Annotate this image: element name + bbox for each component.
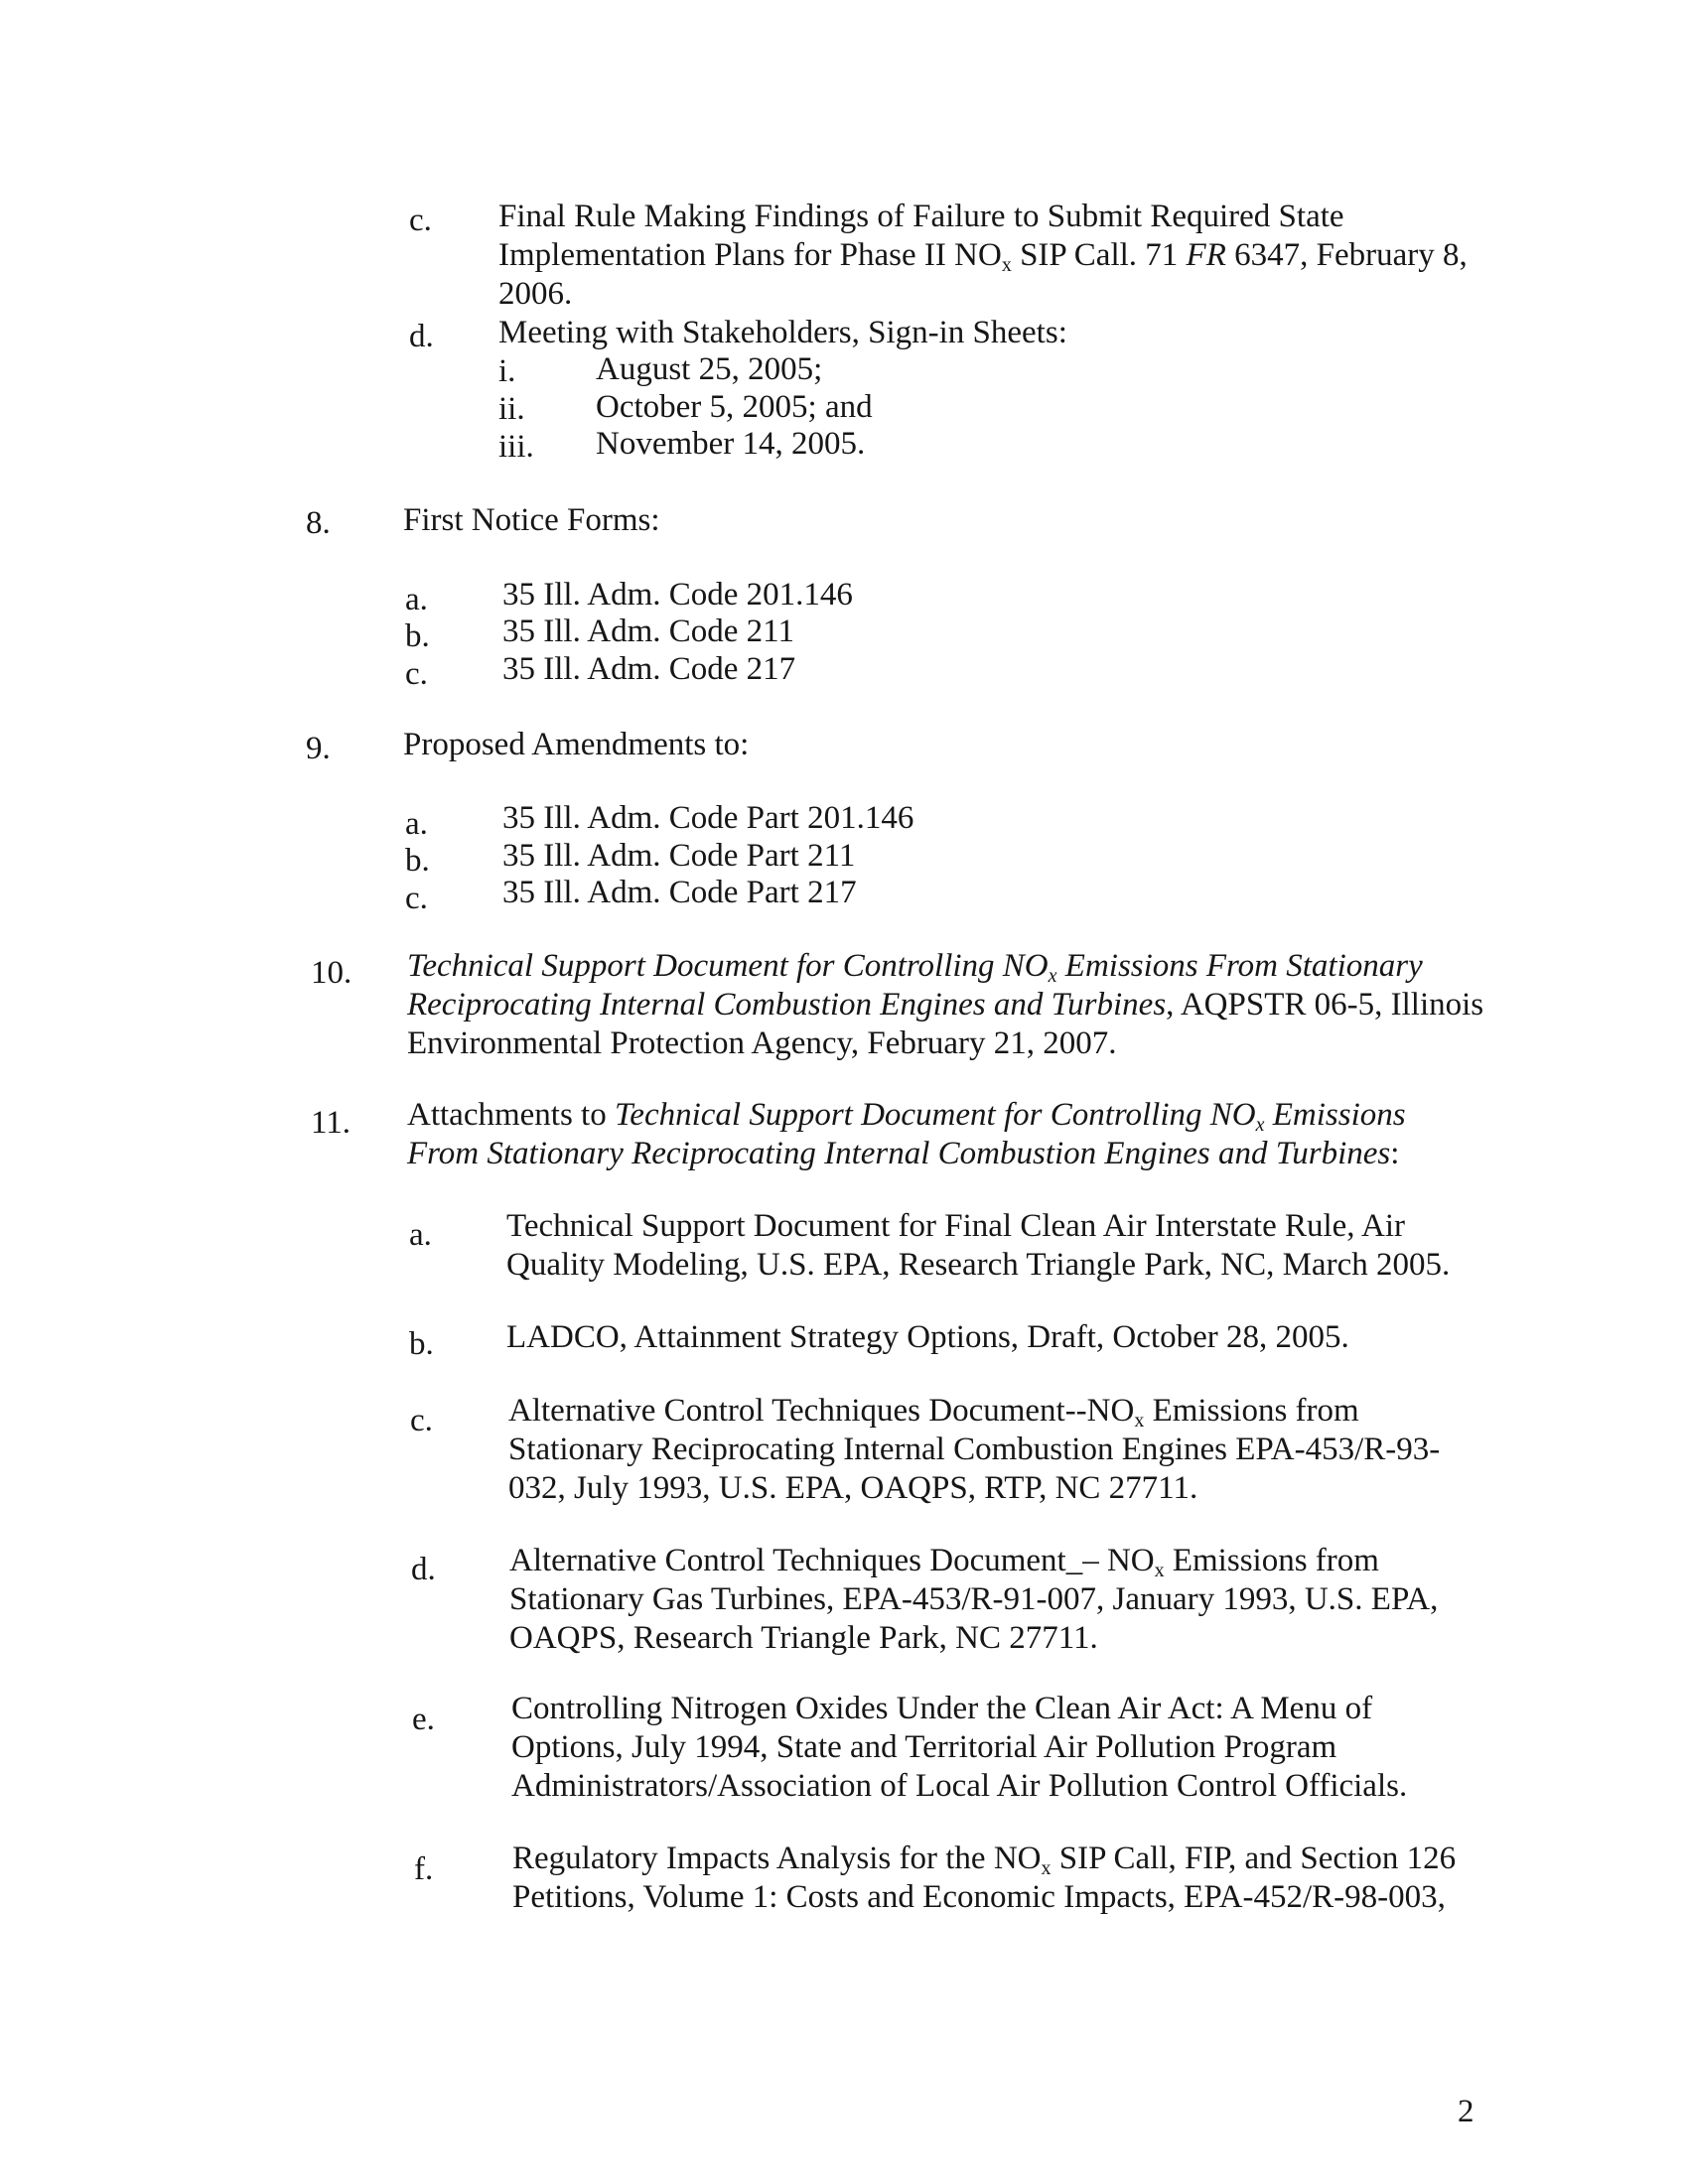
- item-8b-marker: b.: [405, 618, 430, 654]
- item-10-line2: Reciprocating Internal Combustion Engines and Turbines, AQPSTR 06-5, Illinois: [407, 987, 1484, 1023]
- item-11c-line3: 032, July 1993, U.S. EPA, OAQPS, RTP, NC 27711.: [508, 1470, 1198, 1506]
- item-8a-marker: a.: [405, 582, 428, 617]
- item-11c-line2: Stationary Reciprocating Internal Combustion Engines EPA-453/R-93-: [508, 1432, 1441, 1467]
- item-7d-text: Meeting with Stakeholders, Sign-in Sheets:: [498, 315, 1067, 350]
- item-9b-marker: b.: [405, 843, 430, 879]
- item-10-line3: Environmental Protection Agency, February 21, 2007.: [407, 1025, 1117, 1061]
- item-7d-ii-marker: ii.: [498, 391, 525, 427]
- item-11-line1: Attachments to Technical Support Document for Controlling $NO_x$ Emissions: [407, 1097, 1406, 1136]
- item-7c-line1: Final Rule Making Findings of Failure to Submit Required State: [498, 199, 1344, 234]
- item-11-number: 11.: [311, 1105, 351, 1141]
- item-7d-iii-text: November 14, 2005.: [596, 426, 866, 462]
- item-11-line2: From Stationary Reciprocating Internal Combustion Engines and Turbines:: [407, 1136, 1400, 1171]
- item-7c-line2: Implementation Plans for Phase II $NO_x$ SIP Call. 71 FR 6347, February 8,: [498, 237, 1468, 276]
- item-9-heading: Proposed Amendments to:: [403, 727, 750, 762]
- item-7d-ii-text: October 5, 2005; and: [596, 389, 873, 425]
- item-11a-line1: Technical Support Document for Final Clean Air Interstate Rule, Air: [506, 1208, 1405, 1244]
- item-8-heading: First Notice Forms:: [403, 502, 660, 538]
- item-11f-marker: f.: [414, 1851, 434, 1887]
- item-11e-line3: Administrators/Association of Local Air Pollution Control Officials.: [511, 1768, 1408, 1804]
- item-11c-marker: c.: [410, 1403, 433, 1438]
- item-8b-text: 35 Ill. Adm. Code 211: [502, 614, 794, 649]
- item-7c-text: [498, 198, 1468, 314]
- item-11a-marker: a.: [409, 1217, 432, 1253]
- item-10-number: 10.: [311, 955, 352, 991]
- item-11d-text: [509, 1542, 1438, 1658]
- item-7d-marker: d.: [409, 319, 434, 354]
- item-11d-line1: Alternative Control Techniques Document_– $NO_x$ Emissions from: [509, 1543, 1379, 1581]
- item-7d-i-text: August 25, 2005;: [596, 351, 823, 387]
- item-7d-iii-marker: iii.: [498, 429, 534, 465]
- item-11f-line2: Petitions, Volume 1: Costs and Economic Impacts, EPA-452/R-98-003,: [512, 1879, 1446, 1915]
- item-11d-line3: OAQPS, Research Triangle Park, NC 27711.: [509, 1620, 1098, 1656]
- item-11e-text: [511, 1690, 1407, 1806]
- item-11a-text: [506, 1207, 1450, 1285]
- item-11e-marker: e.: [412, 1702, 435, 1737]
- item-8c-marker: c.: [405, 656, 428, 692]
- item-8a-text: 35 Ill. Adm. Code 201.146: [502, 577, 853, 613]
- item-10-line1: Technical Support Document for Controlling $NO_x$ Emissions From Stationary: [407, 948, 1423, 987]
- item-9-number: 9.: [306, 731, 331, 766]
- item-9a-text: 35 Ill. Adm. Code Part 201.146: [502, 800, 914, 836]
- item-9c-marker: c.: [405, 881, 428, 916]
- item-11d-marker: d.: [411, 1552, 436, 1587]
- item-11b-marker: b.: [409, 1326, 434, 1362]
- item-11d-line2: Stationary Gas Turbines, EPA-453/R-91-007, January 1993, U.S. EPA,: [509, 1581, 1439, 1617]
- item-7c-marker: c.: [409, 203, 432, 238]
- item-7c-line3: 2006.: [498, 276, 573, 312]
- item-11f-text: [512, 1840, 1456, 1917]
- item-10-text: [407, 947, 1483, 1063]
- item-9c-text: 35 Ill. Adm. Code Part 217: [502, 875, 857, 910]
- item-9a-marker: a.: [405, 806, 428, 842]
- item-11c-line1: Alternative Control Techniques Document-$-NO_x$ Emissions from: [508, 1393, 1359, 1432]
- item-11a-line2: Quality Modeling, U.S. EPA, Research Triangle Park, NC, March 2005.: [506, 1247, 1451, 1283]
- item-9b-text: 35 Ill. Adm. Code Part 211: [502, 838, 856, 874]
- item-8-number: 8.: [306, 505, 331, 541]
- item-7d-i-marker: i.: [498, 353, 516, 389]
- item-8c-text: 35 Ill. Adm. Code 217: [502, 651, 796, 687]
- item-11e-line1: Controlling Nitrogen Oxides Under the Clean Air Act: A Menu of: [511, 1691, 1373, 1726]
- item-11f-line1: Regulatory Impacts Analysis for the $NO_x$ SIP Call, FIP, and Section 126: [512, 1841, 1457, 1879]
- item-11-heading: [407, 1096, 1406, 1173]
- item-11e-line2: Options, July 1994, State and Territorial Air Pollution Program: [511, 1729, 1337, 1765]
- page-number: 2: [1458, 2094, 1474, 2129]
- item-11c-text: [508, 1392, 1440, 1508]
- item-11b-text: LADCO, Attainment Strategy Options, Draft, October 28, 2005.: [506, 1319, 1349, 1355]
